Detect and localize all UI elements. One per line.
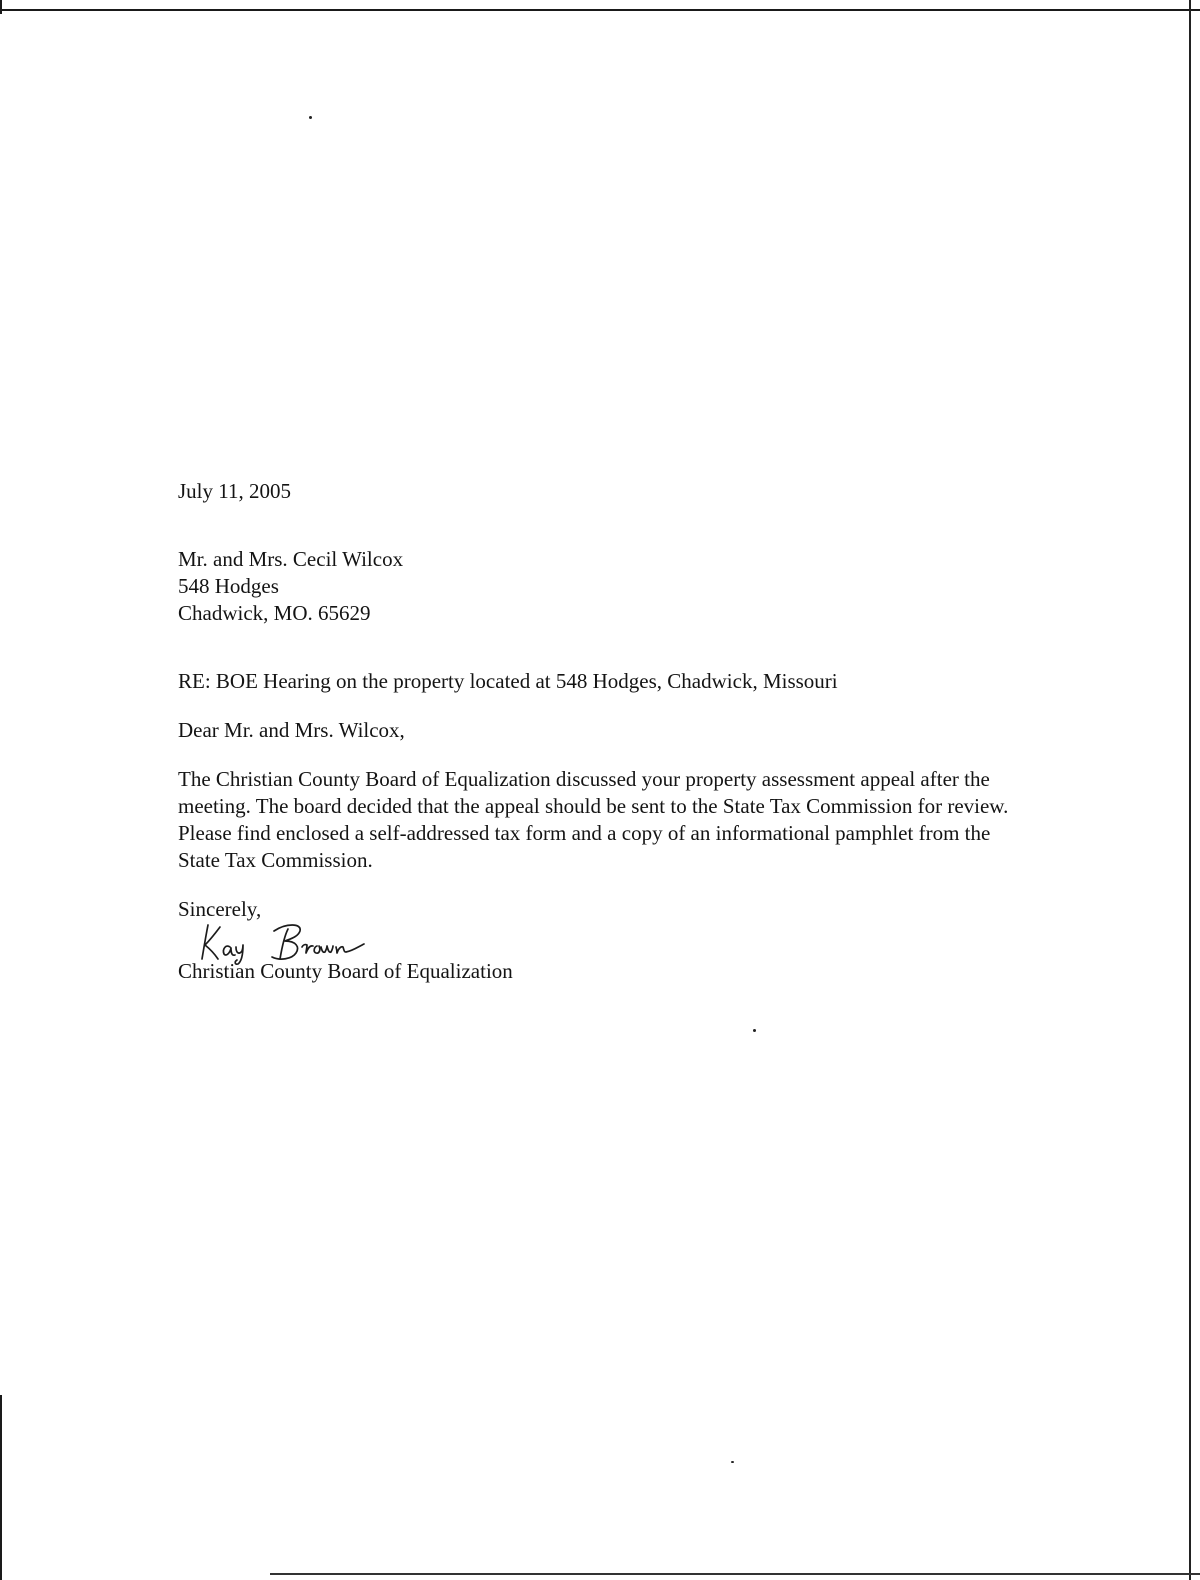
recipient-address-block — [178, 546, 1038, 627]
scan-border-right — [1189, 0, 1191, 1580]
recipient-name: Mr. and Mrs. Cecil Wilcox — [178, 547, 404, 571]
recipient-city-state-zip: Chadwick, MO. 65629 — [178, 601, 371, 625]
scan-speck — [731, 1461, 734, 1463]
scan-speck — [753, 1029, 756, 1032]
scan-border-left-upper — [0, 0, 2, 14]
handwritten-signature — [178, 919, 1038, 963]
signature-drawing — [196, 917, 396, 967]
recipient-street: 548 Hodges — [178, 574, 279, 598]
closing: Sincerely, — [178, 897, 262, 921]
letter — [178, 478, 1038, 985]
scan-border-bottom — [270, 1573, 1200, 1575]
subject-line: RE: BOE Hearing on the property located at 548 Hodges, Chadwick, Missouri — [178, 669, 838, 693]
signer-organization: Christian County Board of Equalization — [178, 959, 513, 983]
scan-speck — [309, 116, 312, 119]
letter-date: July 11, 2005 — [178, 479, 291, 503]
body-paragraph: The Christian County Board of Equalization discussed your property assessment appeal after the meeting. The board decided that the appeal should be sent to the State Tax Commission for review. Please find enclosed a self-addressed tax form and a copy of an informational pamphlet from the State Tax Commission. — [178, 767, 1009, 872]
scan-border-top — [0, 9, 1200, 11]
scan-border-left-lower — [0, 1395, 2, 1580]
salutation: Dear Mr. and Mrs. Wilcox, — [178, 718, 405, 742]
